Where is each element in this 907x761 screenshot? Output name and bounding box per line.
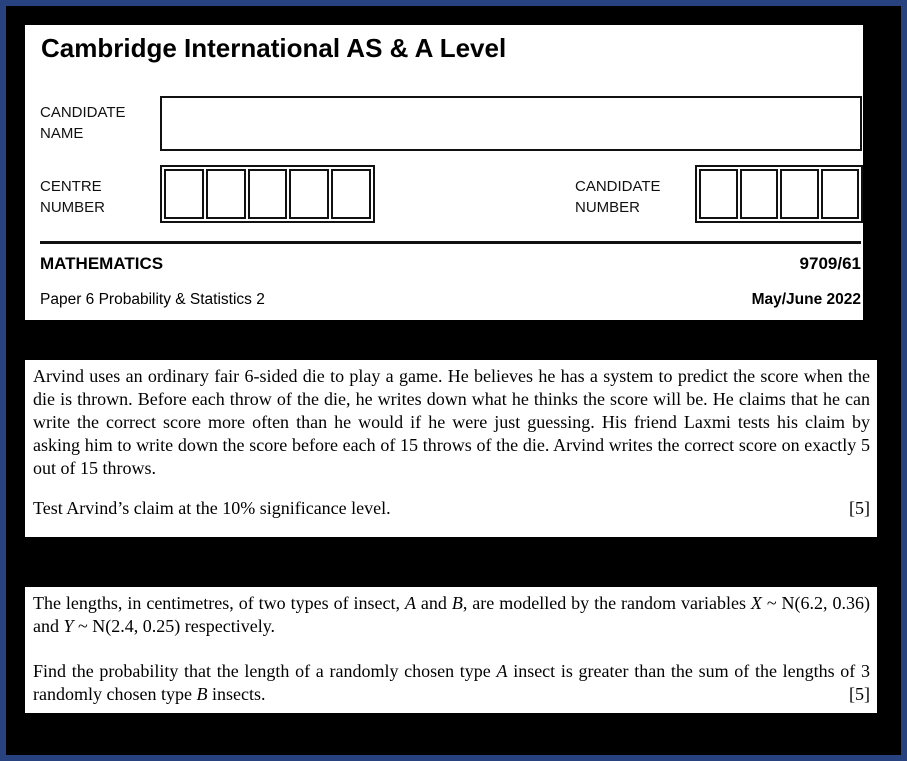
question-1-prompt-row (33, 497, 870, 520)
candidate-name-label: CANDIDATE NAME (40, 104, 126, 142)
question-1-text: Arvind uses an ordinary fair 6-sided die to play a game. He believes he has a system to predict the score when the die is thrown. Before each throw of the die, he writes down what he thinks the score will be. He claims that he can write the correct score more often than he would if he were just guessing. His friend Laxmi tests his claim by asking him to write down the score before each of 15 throws of the die. Arvind writes the correct score on exactly 5 out of 15 throws. (33, 366, 870, 478)
candidate-number-cell[interactable] (780, 169, 819, 219)
candidate-name-field[interactable] (160, 96, 862, 151)
paper-row (40, 291, 861, 309)
centre-number-cell[interactable] (248, 169, 288, 219)
centre-number-cell[interactable] (206, 169, 246, 219)
subject-row (40, 254, 861, 274)
question-2-marks: [5] (849, 684, 870, 704)
question-2-text: The lengths, in centimetres, of two types of insect, A and B, are modelled by the random variables X ~ N(6.2, 0.36) and Y ~ N(2.4, 0.25) respectively. (33, 593, 870, 636)
header-divider (40, 241, 861, 244)
candidate-number-cell[interactable] (699, 169, 738, 219)
question-1-prompt: Test Arvind’s claim at the 10% significance level. (33, 498, 391, 518)
exam-header-card (25, 25, 863, 320)
centre-number-label: CENTRE NUMBER (40, 178, 106, 216)
exam-board-title: Cambridge International AS & A Level (41, 33, 507, 63)
subject-title: MATHEMATICS (40, 254, 164, 273)
paper-title: Paper 6 Probability & Statistics 2 (40, 291, 265, 308)
question-1-marks: [5] (849, 498, 870, 518)
paper-code: 9709/61 (799, 254, 861, 273)
centre-number-grid (160, 165, 375, 223)
candidate-number-label: CANDIDATE NUMBER (575, 178, 661, 216)
centre-number-cell[interactable] (164, 169, 204, 219)
candidate-number-cell[interactable] (821, 169, 860, 219)
question-2-prompt: Find the probability that the length of a randomly chosen type A insect is greater than the sum of the lengths of 3 randomly chosen type B insects. [5] (33, 661, 870, 704)
candidate-number-cell[interactable] (740, 169, 779, 219)
question-block-2 (25, 587, 877, 713)
centre-number-cell[interactable] (289, 169, 329, 219)
question-block-1 (25, 360, 877, 537)
candidate-number-grid (695, 165, 863, 223)
centre-number-cell[interactable] (331, 169, 371, 219)
exam-session: May/June 2022 (751, 291, 861, 308)
